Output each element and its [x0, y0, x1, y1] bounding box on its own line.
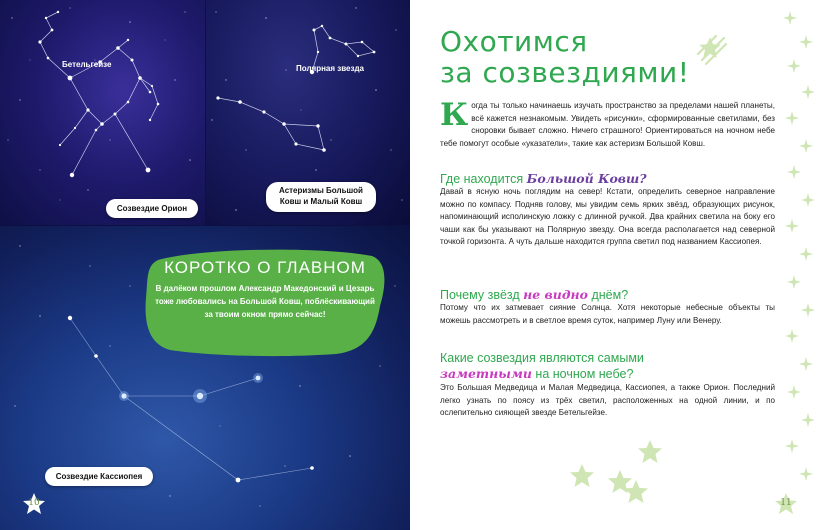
page-number-left: [22, 492, 46, 516]
orion-panel: [0, 0, 205, 225]
intro-dropcap: К: [440, 97, 469, 133]
page-number-right: [774, 492, 798, 516]
dipper-panel: [206, 0, 410, 225]
section3-heading: [440, 351, 740, 382]
betelgeuse-label: Бетельгейзе: [62, 60, 112, 69]
dipper-caption-line1: Астеризмы Большой: [279, 186, 363, 195]
section2-heading-highlight: не видно: [523, 287, 588, 302]
section3-heading-highlight: заметными: [440, 366, 532, 381]
summary-title: КОРОТКО О ГЛАВНОМ: [164, 258, 366, 277]
section3-heading-suffix: на ночном небе?: [531, 367, 634, 381]
section2-heading-prefix: Почему звёзд: [440, 288, 524, 302]
section1-text: Давай в ясную ночь поглядим на север! Кстати, определить северное направление можно по компасу. Подняв голову, мы увидим семь ярких звёзд, образующих рисунок, напоминающий исполинскую ложку с длинной ручкой. Два крайних светила на боку его чаши как бы указывают на Полярную звезду. Она всегда располагается над северной точкой горизонта. А чуть дальше находится группа светил под названием Кассиопея.: [440, 187, 775, 247]
section1-heading-highlight: Большой Ковш?: [526, 171, 647, 186]
page-title-line2: за созвездиями!: [440, 56, 690, 89]
dipper-caption: [266, 182, 376, 212]
page-title-line1: Охотимся: [440, 25, 588, 58]
section2-heading: [440, 287, 740, 303]
polaris-label: Полярная звезда: [296, 64, 364, 73]
orion-constellation: [0, 0, 205, 225]
intro-text: огда ты только начинаешь изучать пространство за пределами нашей планеты, всё кажется незнакомым. Увидеть «рисунки», сформированные светилами, без сноровки бывает сложно. Ничего страшного! Ориентироваться на ночном небе тебе помогут особые «указатели», такие как астеризм Большой Ковш.: [440, 101, 775, 148]
page-number-left-label: 10: [28, 498, 40, 508]
summary-text: В далёком прошлом Александр Македонский и Цезарь тоже любовались на Большой Ковш, поблёскивающий за твоим окном прямо сейчас!: [155, 284, 375, 319]
page-title: [440, 26, 700, 88]
shooting-star-icon: [698, 36, 726, 64]
cassiopeia-caption: Созвездие Кассиопея: [45, 467, 153, 486]
page-number-right-label: 11: [780, 498, 792, 508]
section3-text: Это Большая Медведица и Малая Медведица, Кассиопея, а также Орион. Последний легко узнать по поясу из трёх светил, расположенных на одной линии, и по ослепительно сияющей звезде Бетельгейзе.: [440, 383, 775, 418]
section1-heading: [440, 171, 740, 187]
section1-heading-prefix: Где находится: [440, 172, 527, 186]
intro-paragraph: [440, 97, 775, 150]
section3-heading-line1: Какие созвездия являются самыми: [440, 351, 644, 365]
orion-caption: Созвездие Орион: [106, 199, 198, 218]
section2-heading-suffix: днём?: [588, 288, 629, 302]
section2-text: Потому что их затмевает сияние Солнца. Хотя некоторые небесные объекты ты можешь рассмотреть и в светлое время суток, например Луну или Венеру.: [440, 303, 775, 325]
dipper-caption-line2: Ковш и Малый Ковш: [279, 197, 363, 206]
